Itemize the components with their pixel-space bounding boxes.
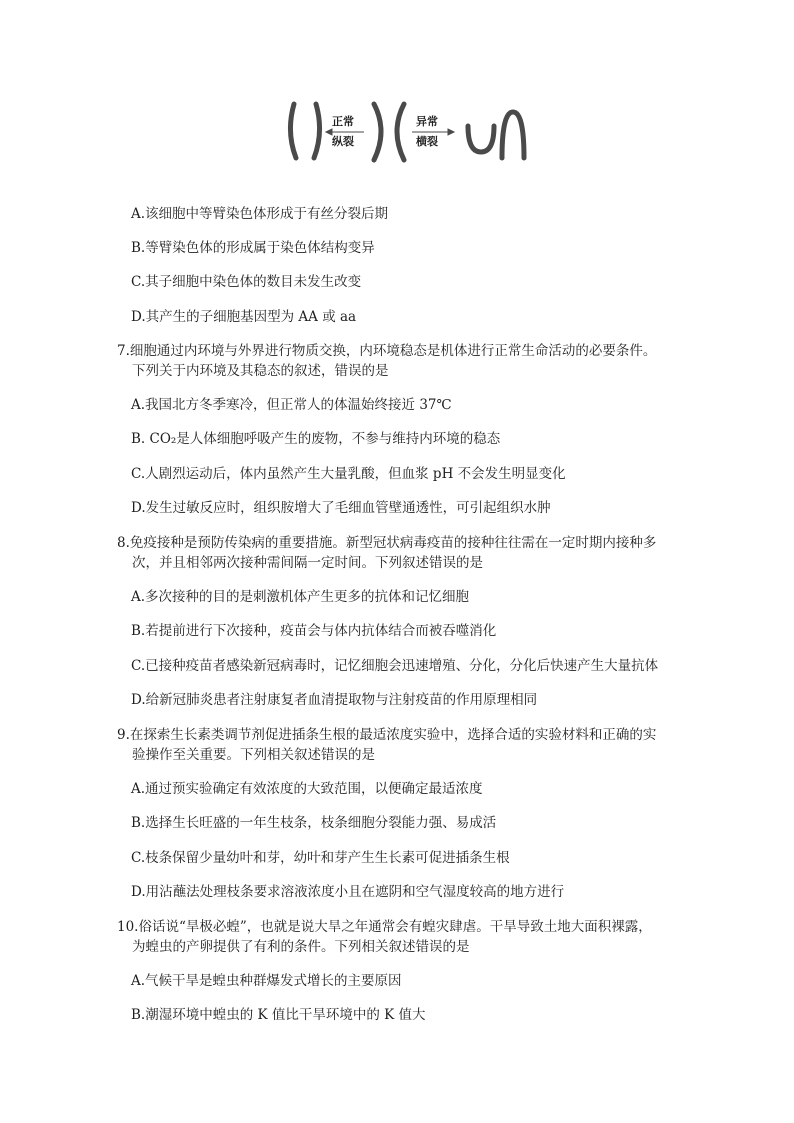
q6-option-a: A.该细胞中等臂染色体形成于有丝分裂后期 bbox=[131, 206, 389, 222]
q10-stem-line-2: 为蝗虫的产卵提供了有利的条件。下列相关叙述错误的是 bbox=[132, 939, 470, 955]
q8-option-c: C.已接种疫苗者感染新冠病毒时，记忆细胞会迅速增殖、分化，分化后快速产生大量抗体 bbox=[131, 658, 659, 674]
left-chromatid-1 bbox=[290, 104, 296, 158]
q7-option-b: B. CO₂是人体细胞呼吸产生的废物，不参与维持内环境的稳态 bbox=[131, 431, 501, 447]
q10-option-b: B.潮湿环境中蝗虫的 K 值比干旱环境中的 K 值大 bbox=[131, 1007, 426, 1023]
q9-stem-line-1: 9.在探索生长素类调节剂促进插条生根的最适浓度实验中，选择合适的实验材料和正确的实 bbox=[117, 727, 657, 743]
q10-stem-line-1: 10.俗话说“旱极必蝗”，也就是说大旱之年通常会有蝗灾肆虐。干旱导致土地大面积裸露， bbox=[117, 919, 652, 935]
q6-option-b: B.等臂染色体的形成属于染色体结构变异 bbox=[131, 240, 375, 256]
q7-option-c: C.人剧烈运动后，体内虽然产生大量乳酸，但血浆 pH 不会发生明显变化 bbox=[131, 466, 566, 482]
u-shape-down bbox=[468, 126, 494, 152]
q9-option-c: C.枝条保留少量幼叶和芽，幼叶和芽产生生长素可促进插条生根 bbox=[131, 850, 510, 866]
chromosome-diagram bbox=[280, 98, 530, 164]
q7-stem-line-2: 下列关于内环境及其稳态的叙述，错误的是 bbox=[132, 363, 389, 379]
q10-option-a: A.气候干旱是蝗虫种群爆发式增长的主要原因 bbox=[131, 973, 402, 989]
left-chromatid-2 bbox=[314, 104, 320, 158]
q7-stem-line-1: 7.细胞通过内环境与外界进行物质交换，内环境稳态是机体进行正常生命活动的必要条件。 bbox=[117, 343, 657, 359]
q8-stem-line-2: 次，并且相邻两次接种需间隔一定时间。下列叙述错误的是 bbox=[132, 555, 483, 571]
q8-option-a: A.多次接种的目的是刺激机体产生更多的抗体和记忆细胞 bbox=[131, 589, 470, 605]
q9-option-d: D.用沾蘸法处理枝条要求溶液浓度小且在遮阴和空气湿度较高的地方进行 bbox=[131, 884, 565, 900]
center-chromosome-left-arm bbox=[374, 104, 381, 160]
q8-option-d: D.给新冠肺炎患者注射康复者血清提取物与注射疫苗的作用原理相同 bbox=[131, 692, 538, 708]
q7-option-a: A.我国北方冬季寒冷，但正常人的体温始终接近 37℃ bbox=[131, 397, 452, 413]
q6-option-c: C.其子细胞中染色体的数目未发生改变 bbox=[131, 274, 362, 290]
q8-option-b: B.若提前进行下次接种，疫苗会与体内抗体结合而被吞噬消化 bbox=[131, 623, 497, 639]
q6-option-d: D.其产生的子细胞基因型为 AA 或 aa bbox=[131, 309, 357, 325]
q9-option-b: B.选择生长旺盛的一年生枝条，枝条细胞分裂能力强、易成活 bbox=[131, 815, 497, 831]
q8-stem-line-1: 8.免疫接种是预防传染病的重要措施。新型冠状病毒疫苗的接种往往需在一定时期内接种多 bbox=[117, 535, 657, 551]
q9-stem-line-2: 验操作至关重要。下列相关叙述错误的是 bbox=[132, 747, 375, 763]
q7-option-d: D.发生过敏反应时，组织胺增大了毛细血管壁通透性，可引起组织水肿 bbox=[131, 500, 551, 516]
q9-option-a: A.通过预实验确定有效浓度的大致范围，以便确定最适浓度 bbox=[131, 781, 483, 797]
center-chromosome-right-arm bbox=[397, 104, 404, 160]
normal-label-2: 纵裂 bbox=[332, 135, 354, 148]
abnormal-label-1: 异常 bbox=[416, 115, 438, 128]
u-shape-up bbox=[502, 112, 524, 158]
normal-label-1: 正常 bbox=[332, 115, 354, 128]
abnormal-label-2: 横裂 bbox=[416, 135, 438, 148]
